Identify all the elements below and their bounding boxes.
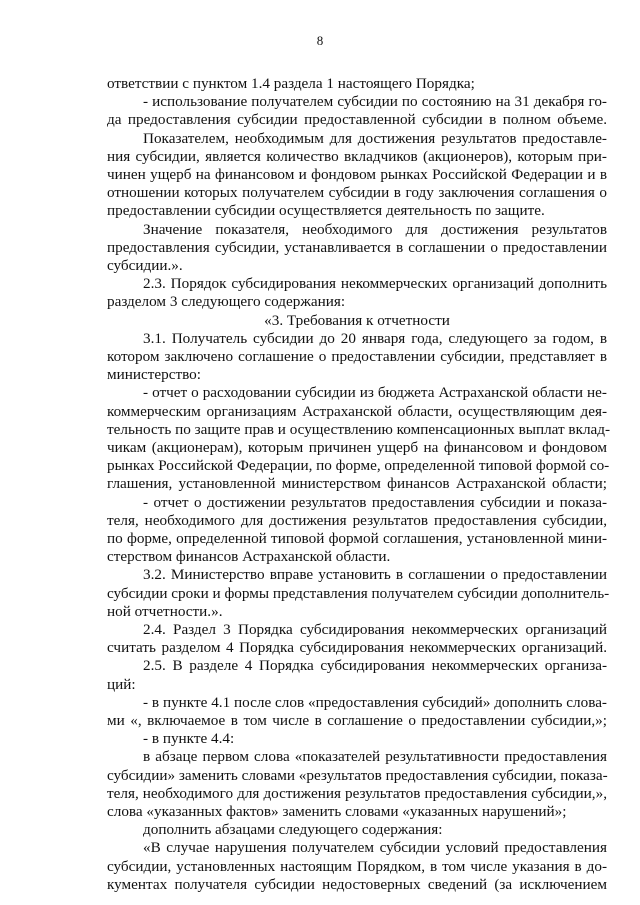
text-line: ния субсидии, является количество вкладчиков (акционеров), которым при- xyxy=(107,147,607,165)
text-line: ций: xyxy=(107,675,136,693)
text-line: субсидии.». xyxy=(107,257,183,274)
text-line: считать разделом 4 Порядка субсидирования некоммерческих организаций. xyxy=(107,639,607,657)
text-line: кументах получателя субсидии недостоверных сведений (за исключением xyxy=(107,875,607,893)
text-line: теля, необходимого для достижения результатов предоставления субсидии, xyxy=(107,511,607,529)
text-line: котором заключено соглашение о предоставлении субсидии, представляет в xyxy=(107,348,607,365)
text-line: 3.1. Получатель субсидии до 20 января года, следующего за годом, в xyxy=(143,329,607,347)
text-line: предоставления субсидии, устанавливается в соглашении о предоставлении xyxy=(107,238,607,256)
text-line: министерство: xyxy=(107,366,201,384)
text-line: ной отчетности.». xyxy=(107,602,223,620)
text-line: ми «, включаемое в том числе в соглашение о предоставлении субсидии,»; xyxy=(107,712,607,729)
text-line: «3. Требования к отчетности xyxy=(264,311,450,329)
text-line: «В случае нарушения получателем субсидии условий предоставления xyxy=(143,839,607,857)
text-line: 2.4. Раздел 3 Порядка субсидирования некоммерческих организаций xyxy=(143,621,607,638)
text-line: по форме, определенной типовой формой соглашения, установленной мини- xyxy=(107,530,607,547)
text-line: коммерческим организациям Астраханской области, осуществляющим дея- xyxy=(107,402,607,420)
text-line: - использование получателем субсидии по состоянию на 31 декабря го- xyxy=(143,93,607,111)
text-line: 3.2. Министерство вправе установить в соглашении о предоставлении xyxy=(143,566,607,584)
text-line: предоставлении субсидии осуществляется деятельность по защите. xyxy=(107,202,545,220)
text-line: Значение показателя, необходимого для достижения результатов xyxy=(143,220,607,238)
text-line: глашения, установленной министерством финансов Астраханской области; xyxy=(107,475,607,493)
text-line: чикам (акционерам), которым причинен ущерб на финансовом и фондовом xyxy=(107,439,607,456)
text-line: субсидии, установленных настоящим Порядком, в том числе указания в до- xyxy=(107,857,607,875)
text-line: - в пункте 4.4: xyxy=(143,730,235,748)
text-line: дополнить абзацами следующего содержания: xyxy=(143,821,443,839)
text-line: субсидии сроки и формы представления получателем субсидии дополнитель- xyxy=(107,584,610,602)
text-line: теля, необходимого для достижения результатов предоставления субсидии,», xyxy=(107,784,607,802)
text-line: Показателем, необходимым для достижения результатов предоставле- xyxy=(143,129,607,147)
text-line: - отчет о расходовании субсидии из бюджета Астраханской области не- xyxy=(143,384,607,402)
text-line: тельность по защите прав и осуществлению компенсационных выплат вклад- xyxy=(107,420,611,438)
text-line: - в пункте 4.1 после слов «предоставления субсидий» дополнить слова- xyxy=(143,693,607,711)
text-line: ответствии с пунктом 1.4 раздела 1 настоящего Порядка; xyxy=(107,75,475,92)
text-line: в абзаце первом слова «показателей результативности предоставления xyxy=(143,748,607,766)
text-line: - отчет о достижении результатов предоставления субсидии и показа- xyxy=(143,493,607,511)
text-line: 2.3. Порядок субсидирования некоммерческих организаций дополнить xyxy=(143,275,607,293)
page-number: 8 xyxy=(316,33,324,48)
text-line: чинен ущерб на финансовом и фондовом рынках Российской Федерации и в xyxy=(107,166,607,183)
text-line: субсидии» заменить словами «результатов предоставления субсидии, показа- xyxy=(107,766,608,784)
text-line: рынках Российской Федерации, по форме, определенной типовой формой со- xyxy=(107,457,610,475)
text-line: разделом 3 следующего содержания: xyxy=(107,293,346,311)
text-line: стерством финансов Астраханской области. xyxy=(107,548,391,566)
text-line: 2.5. В разделе 4 Порядка субсидирования некоммерческих организа- xyxy=(143,657,607,675)
text-line: да предоставления субсидии предоставленной субсидии в полном объеме. xyxy=(107,111,607,129)
text-line: слова «указанных фактов» заменить словами «указанных нарушений»; xyxy=(107,803,567,820)
text-line: отношении которых получателем субсидии в году заключения соглашения о xyxy=(107,184,607,202)
